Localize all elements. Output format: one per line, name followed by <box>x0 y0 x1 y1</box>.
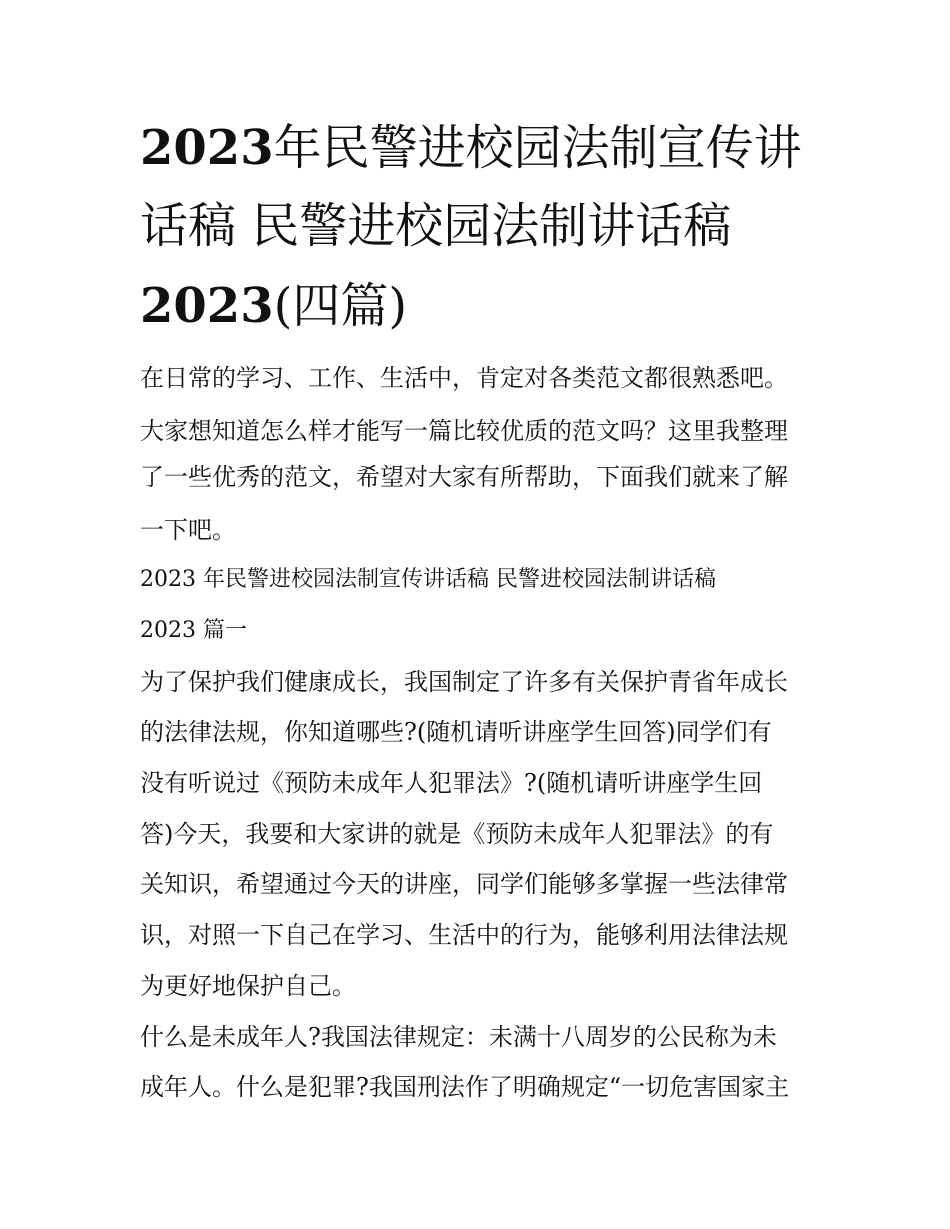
doc-title-line-2 <box>140 198 820 254</box>
intro-line: 大家想知道怎么样才能写一篇比较优质的范文吗？这里我整理 <box>140 417 788 445</box>
body-line: 为更好地保护自己。 <box>140 972 356 1000</box>
body-line: 为了保护我们健康成长，我国制定了许多有关保护青省年成长 <box>140 668 788 696</box>
body-line: 识，对照一下自己在学习、生活中的行为，能够利用法律法规 <box>140 921 788 949</box>
doc-title-line-3 <box>140 278 820 334</box>
body-line: 成年人。什么是犯罪?我国刑法作了明确规定“一切危害国家主 <box>140 1073 790 1101</box>
title-text: (四篇) <box>273 278 408 334</box>
body-line: 的法律法规，你知道哪些?(随机请听讲座学生回答)同学们有 <box>140 718 772 746</box>
body-line: 什么是未成年人?我国法律规定：未满十八周岁的公民称为未 <box>140 1023 777 1051</box>
intro-line: 在日常的学习、工作、生活中，肯定对各类范文都很熟悉吧。 <box>140 364 788 392</box>
title-year: 2023 <box>140 120 274 176</box>
doc-title-line-1 <box>140 120 820 176</box>
subtitle-line: 2023 篇一 <box>140 618 247 643</box>
title-year: 2023 <box>140 278 274 334</box>
body-line: 关知识，希望通过今天的讲座，同学们能够多掌握一些法律常 <box>140 870 788 898</box>
intro-line: 一下吧。 <box>140 516 236 544</box>
subtitle-line: 2023 年民警进校园法制宣传讲话稿 民警进校园法制讲话稿 <box>140 567 716 592</box>
body-line: 答)今天，我要和大家讲的就是《预防未成年人犯罪法》的有 <box>140 820 774 848</box>
body-line: 没有听说过《预防未成年人犯罪法》?(随机请听讲座学生回 <box>140 769 763 797</box>
title-text: 年民警进校园法制宣传讲 <box>273 120 802 176</box>
title-text: 话稿 民警进校园法制讲话稿 <box>140 198 732 254</box>
intro-line: 了一些优秀的范文，希望对大家有所帮助，下面我们就来了解 <box>140 463 788 491</box>
